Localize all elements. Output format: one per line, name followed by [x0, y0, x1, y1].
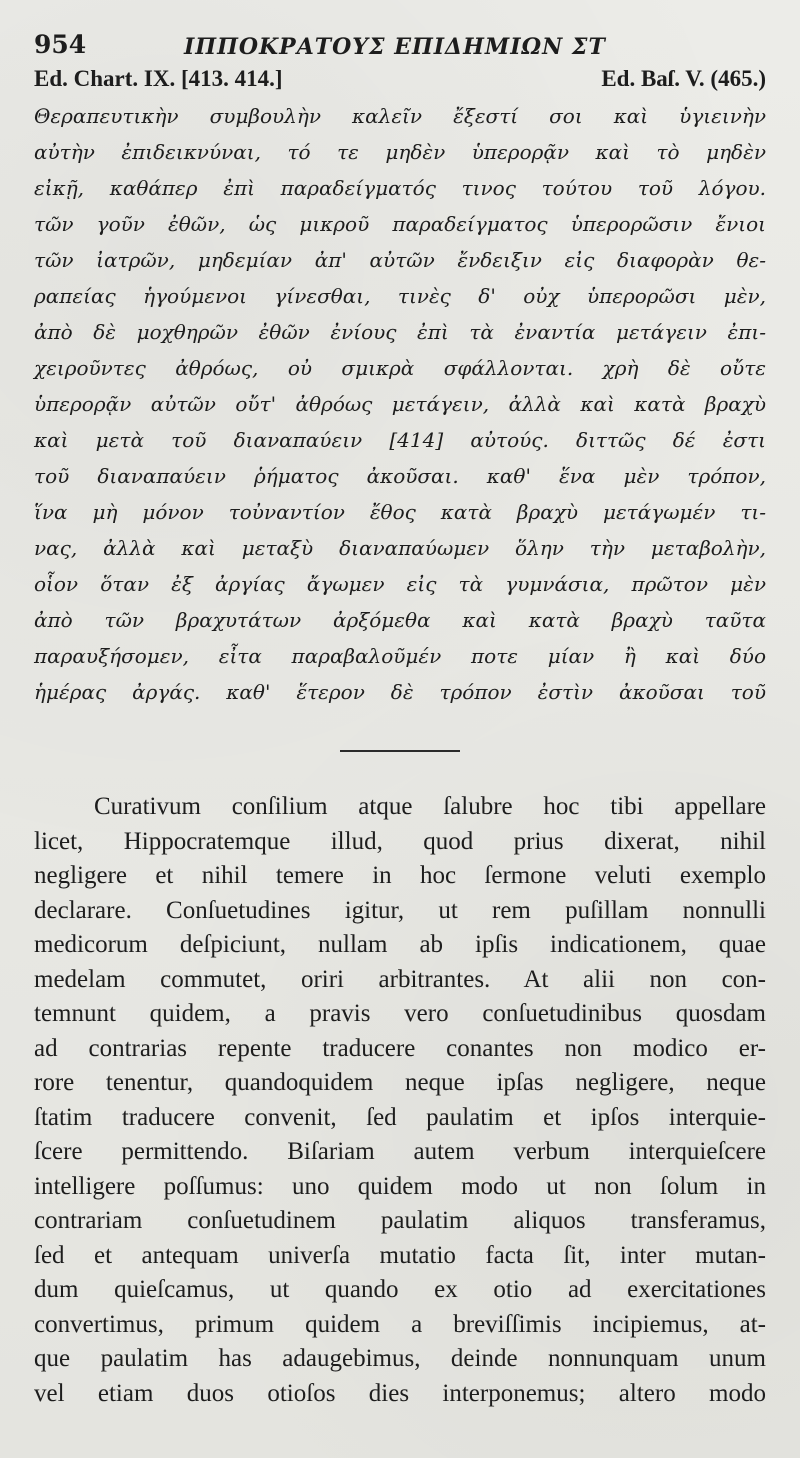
running-title: ΙΠΠΟΚΡΑΤΟΥΣ ΕΠΙΔΗΜΙΩΝ ΣΤ — [184, 34, 606, 60]
latin-line: ſtatim traducere convenit, ſed paulatim et ipſos interquie- — [34, 1103, 766, 1131]
greek-line: νας, ἀλλὰ καὶ μεταξὺ διαναπαύωμεν ὅλην τὴν μεταβολὴν, — [34, 536, 766, 560]
latin-line: licet, Hippocratemque illud, quod prius dixerat, nihil — [34, 827, 766, 855]
greek-line: χειροῦντες ἀθρόως, οὐ σμικρὰ σφάλλονται. χρὴ δὲ οὔτε — [34, 356, 766, 380]
latin-line: contrariam conſuetudinem paulatim aliquos transferamus, — [34, 1207, 766, 1234]
edition-reference-right: Ed. Baſ. V. (465.) — [601, 66, 766, 91]
greek-line: ἀπὸ τῶν βραχυτάτων ἀρξόμεθα καὶ κατὰ βραχὺ ταῦτα — [34, 608, 766, 632]
latin-line: ſed et antequam univerſa mutatio facta ſit, inter mutan- — [34, 1241, 766, 1269]
greek-line: οἷον ὅταν ἐξ ἀργίας ἄγωμεν εἰς τὰ γυμνάσια, πρῶτον μὲν — [34, 572, 766, 596]
greek-line: Θεραπευτικὴν συμβουλὴν καλεῖν ἔξεστί σοι καὶ ὑγιεινὴν — [34, 104, 766, 128]
latin-text — [34, 790, 766, 1411]
latin-line: Curativum conſilium atque ſalubre hoc tibi appellare — [94, 793, 766, 820]
latin-line: dum quieſcamus, ut quando ex otio ad exercitationes — [34, 1276, 766, 1303]
greek-line: τῶν ἰατρῶν, μηδεμίαν ἀπ' αὐτῶν ἔνδειξιν εἰς διαφορὰν θε- — [34, 248, 766, 272]
latin-line: vel etiam duos otioſos dies interponemus; altero modo — [34, 1379, 766, 1407]
greek-text — [34, 98, 766, 710]
greek-line: αὐτὴν ἐπιδεικνύναι, τό τε μηδὲν ὑπερορᾷν καὶ τὸ μηδὲν — [34, 140, 766, 164]
latin-line: ad contrarias repente traducere conantes non modico er- — [34, 1034, 766, 1062]
edition-reference-left: Ed. Chart. IX. [413. 414.] — [34, 66, 283, 91]
greek-line: καὶ μετὰ τοῦ διαναπαύειν [414] αὐτούς. διττῶς δέ ἐστι — [34, 428, 766, 452]
latin-line: intelligere poſſumus: uno quidem modo ut non ſolum in — [34, 1172, 766, 1200]
greek-line: ἡμέρας ἀργάς. καθ' ἕτερον δὲ τρόπον ἐστὶν ἀκοῦσαι τοῦ — [34, 680, 766, 704]
page-number: 954 — [34, 30, 87, 59]
greek-line: ἀπὸ δὲ μοχθηρῶν ἐθῶν ἐνίους ἐπὶ τὰ ἐναντία μετάγειν ἐπι- — [34, 320, 766, 344]
latin-line: temnunt quidem, a pravis vero conſuetudinibus quosdam — [34, 1000, 766, 1027]
greek-line: ὑπερορᾷν αὐτῶν οὔτ' ἀθρόως μετάγειν, ἀλλὰ καὶ κατὰ βραχὺ — [34, 392, 766, 416]
latin-line: medicorum deſpiciunt, nullam ab ipſis indicationem, quae — [34, 931, 766, 958]
latin-line: negligere et nihil temere in hoc ſermone veluti exemplo — [34, 862, 766, 889]
greek-line: παραυξήσομεν, εἶτα παραβαλοῦμέν ποτε μίαν ἢ καὶ δύο — [34, 644, 766, 668]
latin-line: ſcere permittendo. Biſariam autem verbum interquieſcere — [34, 1138, 766, 1165]
latin-line: declarare. Conſuetudines igitur, ut rem puſillam nonnulli — [34, 896, 766, 924]
latin-line: medelam commutet, oriri arbitrantes. At alii non con- — [34, 965, 766, 993]
greek-line: ἵνα μὴ μόνον τοὐναντίον ἔθος κατὰ βραχὺ μετάγωμέν τι- — [34, 500, 766, 524]
latin-line: rore tenentur, quandoquidem neque ipſas negligere, neque — [34, 1069, 766, 1096]
edition-references — [34, 66, 766, 98]
greek-line: τοῦ διαναπαύειν ῥήματος ἀκοῦσαι. καθ' ἕνα μὲν τρόπον, — [34, 464, 766, 488]
greek-line: εἰκῇ, καθάπερ ἐπὶ παραδείγματός τινος τούτου τοῦ λόγου. — [34, 176, 766, 200]
latin-line: convertimus, primum quidem a breviſſimis incipiemus, at- — [34, 1310, 766, 1338]
section-divider — [340, 750, 460, 752]
page-header — [34, 30, 766, 66]
greek-line: ραπείας ἡγούμενοι γίνεσθαι, τινὲς δ' οὐχ ὑπερορῶσι μὲν, — [34, 284, 766, 308]
latin-line: que paulatim has adaugebimus, deinde nonnunquam unum — [34, 1345, 766, 1372]
greek-line: τῶν γοῦν ἐθῶν, ὡς μικροῦ παραδείγματος ὑπερορῶσιν ἔνιοι — [34, 212, 766, 236]
